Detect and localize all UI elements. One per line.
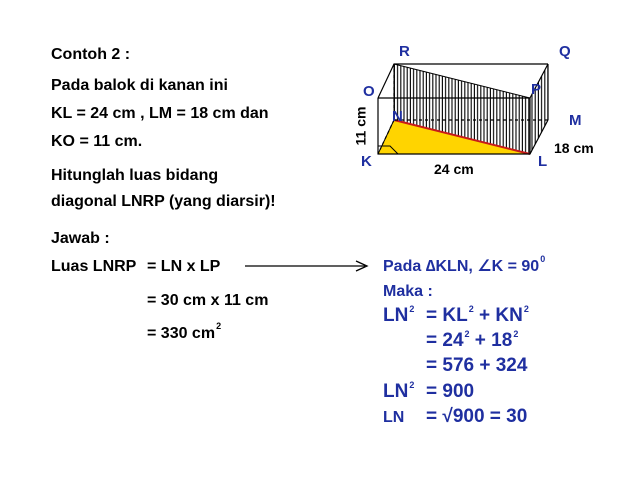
vertex-R: R [399, 43, 410, 60]
side-eq5-right: = √900 = 30 [426, 406, 528, 427]
right-face-hatch [530, 64, 548, 154]
answer-title: Jawab : [51, 230, 110, 247]
problem-line-3: KO = 11 cm. [51, 133, 143, 150]
side-eq5-left: LN [383, 409, 405, 426]
answer-step-2: = 30 cm x 11 cm [147, 292, 269, 309]
angle-symbol: ∠ [477, 258, 492, 275]
problem-line-2: KL = 24 cm , LM = 18 cm dan [51, 105, 269, 122]
side-eq3: = 576 + 324 [426, 355, 528, 376]
problem-title: Contoh 2 : [51, 46, 131, 63]
side-eq4-left: $LN^2$ [383, 380, 415, 402]
side-eq1-left: $LN^2$ [383, 304, 415, 326]
dimension-KO: 11 cm [352, 106, 369, 146]
side-eq1-right: = $KL^2 + KN^2$ [426, 304, 529, 326]
side-maka: Maka : [383, 283, 433, 300]
vertex-Q: Q [559, 43, 571, 60]
dimension-KL: 24 cm [434, 161, 474, 177]
sqrt-symbol: √ [442, 406, 453, 427]
problem-line-1: Pada balok di kanan ini [51, 77, 228, 94]
dimension-LM: 18 cm [554, 140, 594, 156]
vertex-N: N [392, 108, 403, 125]
vertex-K: K [361, 153, 372, 170]
side-pada-line: Pada ∆KLN, ∠K = $90^0$ [383, 254, 546, 275]
vertex-P: P [531, 81, 542, 98]
vertex-M: M [569, 112, 582, 129]
side-eq2: = $24^2 + 18^2$ [426, 329, 519, 351]
answer-step-3: = 330 $cm^2$ [147, 321, 222, 342]
answer-step-1: = LN x LP [147, 258, 221, 275]
vertex-L: L [538, 153, 548, 170]
problem-line-5: diagonal LNRP (yang diarsir)! [51, 193, 276, 210]
edge-RO [378, 64, 394, 98]
problem-line-4: Hitunglah luas bidang [51, 167, 219, 184]
vertex-O: O [363, 83, 375, 100]
answer-label: Luas LNRP [51, 258, 137, 275]
side-eq4-right: = 900 [426, 381, 475, 402]
triangle-symbol: ∆ [425, 258, 436, 275]
